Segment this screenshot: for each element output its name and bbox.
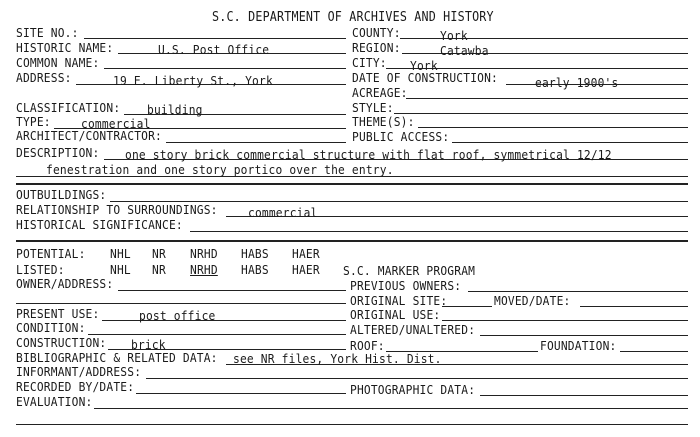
architect-label: ARCHITECT/CONTRACTOR: xyxy=(16,128,163,143)
listed-nrhd-selected[interactable]: NRHD xyxy=(190,262,218,277)
description-label: DESCRIPTION: xyxy=(16,145,100,160)
city-value[interactable]: York xyxy=(410,58,438,73)
moved-date-line xyxy=(580,306,688,307)
original-site-label: ORIGINAL SITE: xyxy=(350,293,448,308)
description-text-2[interactable]: fenestration and one story portico over the entry. xyxy=(46,162,394,177)
potential-nrhd[interactable]: NRHD xyxy=(190,246,218,261)
type-value[interactable]: commercial xyxy=(81,116,151,131)
evaluation-label: EVALUATION: xyxy=(16,394,93,409)
address-label: ADDRESS: xyxy=(16,70,72,85)
region-value[interactable]: Catawba xyxy=(440,43,489,58)
historic-name-value[interactable]: U.S. Post Office xyxy=(158,42,270,57)
original-use-line xyxy=(442,320,688,321)
city-label: CITY: xyxy=(352,55,387,70)
style-label: STYLE: xyxy=(352,100,394,115)
owner-address-line-2 xyxy=(16,303,346,304)
recorded-by-line xyxy=(136,393,346,394)
informant-line xyxy=(146,378,688,379)
county-value[interactable]: York xyxy=(440,28,468,43)
section-divider-2 xyxy=(16,240,688,242)
evaluation-line-2 xyxy=(16,424,688,425)
outbuildings-label: OUTBUILDINGS: xyxy=(16,187,107,202)
informant-label: INFORMANT/ADDRESS: xyxy=(16,364,142,379)
style-line xyxy=(394,113,688,114)
recorded-by-label: RECORDED BY/DATE: xyxy=(16,379,135,394)
site-no-line xyxy=(84,38,346,39)
listed-label: LISTED: xyxy=(16,262,65,277)
bibliographic-value[interactable]: see NR files, York Hist. Dist. xyxy=(233,351,442,366)
themes-label: THEME(S): xyxy=(352,114,415,129)
relationship-label: RELATIONSHIP TO SURROUNDINGS: xyxy=(16,202,218,217)
themes-line xyxy=(418,127,688,128)
evaluation-line-1 xyxy=(94,408,688,409)
common-name-label: COMMON NAME: xyxy=(16,55,100,70)
previous-owners-label: PREVIOUS OWNERS: xyxy=(350,278,462,293)
classification-value[interactable]: building xyxy=(147,102,203,117)
photographic-data-line xyxy=(480,395,688,396)
acreage-line xyxy=(406,98,688,99)
historical-significance-line xyxy=(190,231,688,232)
type-label: TYPE: xyxy=(16,114,51,129)
altered-line xyxy=(480,335,688,336)
condition-label: CONDITION: xyxy=(16,320,86,335)
previous-owners-line xyxy=(468,291,688,292)
listed-habs[interactable]: HABS xyxy=(241,262,269,277)
present-use-value[interactable]: post office xyxy=(139,308,216,323)
historical-significance-label: HISTORICAL SIGNIFICANCE: xyxy=(16,217,183,232)
region-label: REGION: xyxy=(352,40,401,55)
altered-label: ALTERED/UNALTERED: xyxy=(350,322,476,337)
address-value[interactable]: 19 E. Liberty St., York xyxy=(113,73,273,88)
roof-label: ROOF: xyxy=(350,338,385,353)
site-no-label: SITE NO.: xyxy=(16,25,79,40)
date-of-construction-value[interactable]: early 1900's xyxy=(535,75,619,90)
potential-nr[interactable]: NR xyxy=(152,246,166,261)
date-of-construction-label: DATE OF CONSTRUCTION: xyxy=(352,70,499,85)
potential-haer[interactable]: HAER xyxy=(292,246,320,261)
form-title: S.C. DEPARTMENT OF ARCHIVES AND HISTORY xyxy=(212,10,494,25)
potential-habs[interactable]: HABS xyxy=(241,246,269,261)
owner-address-label: OWNER/ADDRESS: xyxy=(16,276,114,291)
listed-nr[interactable]: NR xyxy=(152,262,166,277)
listed-haer[interactable]: HAER xyxy=(292,262,320,277)
photographic-data-label: PHOTOGRAPHIC DATA: xyxy=(350,382,476,397)
county-label: COUNTY: xyxy=(352,25,401,40)
listed-nhl[interactable]: NHL xyxy=(110,262,131,277)
historic-name-label: HISTORIC NAME: xyxy=(16,40,114,55)
common-name-line xyxy=(104,68,346,69)
construction-value[interactable]: brick xyxy=(131,337,166,352)
construction-label: CONSTRUCTION: xyxy=(16,335,107,350)
architect-line xyxy=(166,142,346,143)
classification-label: CLASSIFICATION: xyxy=(16,100,121,115)
bibliographic-label: BIBLIOGRAPHIC & RELATED DATA: xyxy=(16,350,218,365)
original-use-label: ORIGINAL USE: xyxy=(350,307,441,322)
marker-program-heading: S.C. MARKER PROGRAM xyxy=(343,263,476,278)
foundation-line xyxy=(620,351,688,352)
section-divider-1 xyxy=(16,183,688,185)
foundation-label: FOUNDATION: xyxy=(540,338,617,353)
condition-line xyxy=(88,334,346,335)
owner-address-line-1 xyxy=(118,290,346,291)
acreage-label: ACREAGE: xyxy=(352,85,408,100)
description-text-1[interactable]: one story brick commercial structure with flat roof, symmetrical 12/12 xyxy=(125,147,612,162)
potential-label: POTENTIAL: xyxy=(16,246,86,261)
original-site-line xyxy=(442,306,492,307)
potential-nhl[interactable]: NHL xyxy=(110,246,131,261)
public-access-label: PUBLIC ACCESS: xyxy=(352,129,450,144)
relationship-value[interactable]: commercial xyxy=(248,205,318,220)
moved-date-label: MOVED/DATE: xyxy=(494,293,571,308)
public-access-line xyxy=(452,142,688,143)
present-use-label: PRESENT USE: xyxy=(16,306,100,321)
